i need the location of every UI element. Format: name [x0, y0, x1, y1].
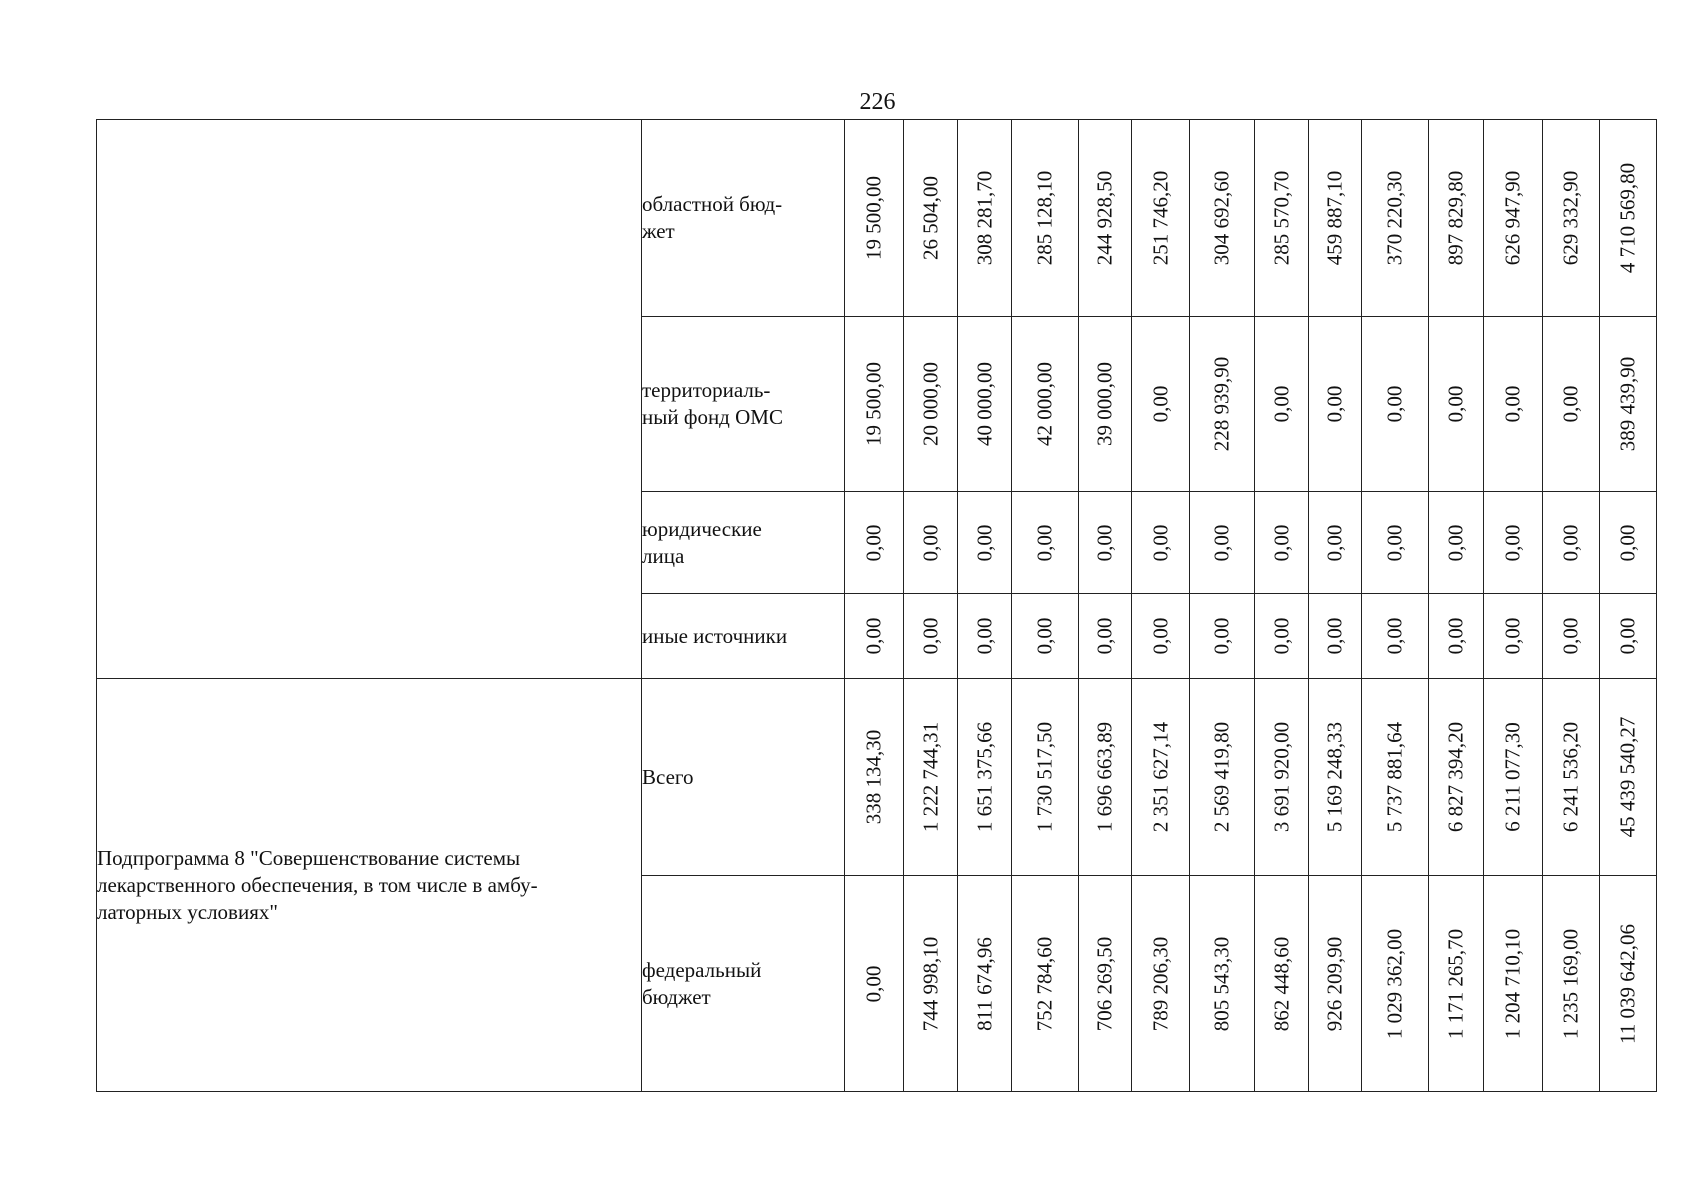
value-text: 20 000,00	[918, 362, 942, 446]
value-cell	[1255, 492, 1309, 594]
value-text: 251 746,20	[1148, 170, 1172, 266]
value-text: 0,00	[1148, 617, 1172, 655]
value-cell	[1362, 594, 1429, 679]
value-text: 0,00	[1092, 524, 1117, 561]
value-cell	[1484, 594, 1543, 679]
value-text: 6 241 536,20	[1558, 721, 1583, 833]
value-text: 1 730 517,50	[1032, 721, 1057, 833]
value-cell	[1543, 317, 1600, 492]
value-text: 0,00	[1322, 617, 1347, 655]
value-text: 45 439 540,27	[1615, 716, 1640, 838]
value-text: 629 332,90	[1558, 170, 1583, 266]
value-cell	[1600, 876, 1657, 1092]
budget-table	[96, 119, 1657, 1092]
value-cell	[1309, 679, 1362, 876]
value-text: 1 204 710,10	[1500, 928, 1525, 1039]
value-text: 0,00	[1269, 524, 1293, 561]
value-cell	[958, 120, 1012, 317]
program-name-cell: Подпрограмма 8 "Совершенствование системы лекарственного обеспечения, в том числе в амбу- латорных условиях"	[97, 679, 642, 1092]
value-cell	[845, 594, 904, 679]
funding-source-cell: юридические лица	[642, 492, 845, 594]
value-cell	[904, 679, 958, 876]
value-text: 0,00	[1322, 524, 1347, 561]
value-text: 19 500,00	[861, 176, 886, 260]
value-cell	[1484, 120, 1543, 317]
value-text: 706 269,50	[1092, 936, 1117, 1031]
value-text: 3 691 920,00	[1269, 721, 1293, 833]
value-cell	[1600, 317, 1657, 492]
value-text: 338 134,30	[861, 729, 886, 825]
value-cell	[1079, 492, 1132, 594]
value-text: 897 829,80	[1443, 170, 1468, 266]
value-cell	[1543, 594, 1600, 679]
value-text: 0,00	[1269, 617, 1293, 655]
value-text: 0,00	[972, 524, 996, 561]
value-cell	[1543, 492, 1600, 594]
value-cell	[1079, 876, 1132, 1092]
value-cell	[958, 317, 1012, 492]
value-cell	[845, 317, 904, 492]
value-text: 0,00	[1443, 385, 1468, 423]
value-text: 0,00	[861, 617, 886, 655]
value-cell	[1255, 876, 1309, 1092]
value-cell	[1362, 317, 1429, 492]
value-text: 0,00	[1148, 385, 1172, 423]
value-text: 0,00	[1382, 385, 1407, 423]
value-cell	[845, 679, 904, 876]
value-text: 0,00	[1443, 617, 1468, 655]
value-text: 0,00	[1382, 524, 1407, 561]
value-cell	[1190, 317, 1255, 492]
value-cell	[1079, 594, 1132, 679]
value-cell	[904, 876, 958, 1092]
value-text: 228 939,90	[1209, 356, 1234, 452]
value-text: 0,00	[1322, 385, 1347, 423]
value-cell	[845, 876, 904, 1092]
value-text: 744 998,10	[918, 936, 942, 1031]
funding-source-cell: федеральный бюджет	[642, 876, 845, 1092]
value-cell	[1543, 120, 1600, 317]
value-cell	[1012, 317, 1079, 492]
value-cell	[1255, 317, 1309, 492]
value-text: 0,00	[1558, 385, 1583, 423]
value-cell	[1484, 492, 1543, 594]
value-text: 0,00	[1209, 524, 1234, 561]
value-cell	[1362, 120, 1429, 317]
value-cell	[904, 317, 958, 492]
value-text: 40 000,00	[972, 362, 996, 446]
value-cell	[1190, 120, 1255, 317]
value-cell	[1079, 679, 1132, 876]
value-text: 1 171 265,70	[1443, 928, 1468, 1039]
value-cell	[1190, 492, 1255, 594]
funding-source-cell: областной бюд- жет	[642, 120, 845, 317]
value-text: 26 504,00	[918, 176, 942, 260]
value-cell	[1190, 876, 1255, 1092]
value-cell	[845, 120, 904, 317]
value-text: 0,00	[1092, 617, 1117, 655]
value-cell	[1012, 876, 1079, 1092]
value-cell	[1190, 679, 1255, 876]
value-text: 1 029 362,00	[1382, 928, 1407, 1039]
value-cell	[1362, 492, 1429, 594]
value-text: 0,00	[918, 524, 942, 561]
value-cell	[1429, 679, 1484, 876]
value-cell	[1012, 594, 1079, 679]
value-text: 0,00	[918, 617, 942, 655]
value-cell	[904, 120, 958, 317]
value-text: 0,00	[1032, 617, 1057, 655]
value-text: 389 439,90	[1615, 356, 1640, 452]
value-text: 0,00	[1382, 617, 1407, 655]
value-text: 0,00	[1148, 524, 1172, 561]
value-text: 0,00	[1500, 524, 1525, 561]
value-text: 0,00	[972, 617, 996, 655]
value-text: 308 281,70	[972, 170, 996, 266]
value-text: 0,00	[1500, 617, 1525, 655]
value-cell	[1484, 679, 1543, 876]
value-cell	[1309, 317, 1362, 492]
funding-source-cell: Всего	[642, 679, 845, 876]
value-cell	[1012, 679, 1079, 876]
value-text: 926 209,90	[1322, 936, 1347, 1031]
value-cell	[904, 492, 958, 594]
value-text: 1 222 744,31	[918, 721, 942, 833]
value-cell	[845, 492, 904, 594]
value-cell	[958, 492, 1012, 594]
value-text: 0,00	[1615, 524, 1640, 561]
value-text: 0,00	[1558, 524, 1583, 561]
value-cell	[904, 594, 958, 679]
value-cell	[1429, 492, 1484, 594]
value-cell	[1484, 317, 1543, 492]
value-cell	[1255, 679, 1309, 876]
value-text: 0,00	[1443, 524, 1468, 561]
funding-source-cell: территориаль- ный фонд ОМС	[642, 317, 845, 492]
value-cell	[1012, 492, 1079, 594]
value-cell	[958, 594, 1012, 679]
value-text: 0,00	[1500, 385, 1525, 423]
value-cell	[1600, 679, 1657, 876]
value-cell	[1079, 317, 1132, 492]
page-number: 226	[859, 89, 896, 115]
value-text: 789 206,30	[1148, 936, 1172, 1031]
value-text: 0,00	[1558, 617, 1583, 655]
value-cell	[1132, 317, 1190, 492]
value-text: 42 000,00	[1032, 362, 1057, 446]
value-cell	[1429, 317, 1484, 492]
value-cell	[1255, 120, 1309, 317]
value-text: 19 500,00	[861, 362, 886, 446]
value-cell	[1012, 120, 1079, 317]
value-text: 6 211 077,30	[1500, 722, 1525, 832]
value-text: 0,00	[1032, 524, 1057, 561]
value-text: 370 220,30	[1382, 170, 1407, 266]
value-text: 39 000,00	[1092, 362, 1117, 446]
value-cell	[1132, 120, 1190, 317]
value-cell	[1309, 492, 1362, 594]
value-cell	[1543, 876, 1600, 1092]
value-cell	[1309, 594, 1362, 679]
value-cell	[1132, 876, 1190, 1092]
value-cell	[1132, 594, 1190, 679]
value-text: 459 887,10	[1322, 170, 1347, 266]
value-cell	[1309, 876, 1362, 1092]
value-text: 0,00	[1269, 385, 1293, 423]
value-cell	[1079, 120, 1132, 317]
value-text: 285 128,10	[1032, 170, 1057, 266]
value-cell	[1429, 594, 1484, 679]
value-cell	[1362, 679, 1429, 876]
value-text: 862 448,60	[1269, 936, 1293, 1031]
value-text: 0,00	[1209, 617, 1234, 655]
value-text: 285 570,70	[1269, 170, 1293, 266]
value-cell	[958, 876, 1012, 1092]
program-name-cell	[97, 120, 642, 679]
value-cell	[1190, 594, 1255, 679]
value-cell	[1255, 594, 1309, 679]
value-cell	[1484, 876, 1543, 1092]
value-text: 752 784,60	[1032, 936, 1057, 1031]
value-text: 244 928,50	[1092, 170, 1117, 266]
funding-source-cell: иные источники	[642, 594, 845, 679]
value-text: 304 692,60	[1209, 170, 1234, 266]
value-cell	[1600, 120, 1657, 317]
value-cell	[1543, 679, 1600, 876]
table-row	[97, 120, 1657, 317]
value-text: 11 039 642,06	[1615, 923, 1640, 1044]
value-text: 811 674,96	[972, 936, 996, 1031]
value-cell	[1132, 679, 1190, 876]
value-text: 2 569 419,80	[1209, 721, 1234, 833]
value-cell	[1429, 876, 1484, 1092]
value-text: 2 351 627,14	[1148, 721, 1172, 833]
value-text: 1 651 375,66	[972, 721, 996, 833]
value-cell	[958, 679, 1012, 876]
value-cell	[1429, 120, 1484, 317]
value-text: 0,00	[1615, 617, 1640, 655]
value-cell	[1362, 876, 1429, 1092]
value-cell	[1600, 492, 1657, 594]
value-cell	[1132, 492, 1190, 594]
table-row	[97, 679, 1657, 876]
value-text: 6 827 394,20	[1443, 721, 1468, 833]
value-text: 5 169 248,33	[1322, 721, 1347, 833]
value-text: 5 737 881,64	[1382, 721, 1407, 833]
value-cell	[1309, 120, 1362, 317]
value-text: 0,00	[861, 524, 886, 561]
value-text: 0,00	[861, 965, 886, 1002]
value-cell	[1600, 594, 1657, 679]
value-text: 1 235 169,00	[1558, 928, 1583, 1039]
value-text: 626 947,90	[1500, 170, 1525, 266]
value-text: 4 710 569,80	[1615, 162, 1640, 274]
value-text: 1 696 663,89	[1092, 721, 1117, 833]
value-text: 805 543,30	[1209, 936, 1234, 1031]
